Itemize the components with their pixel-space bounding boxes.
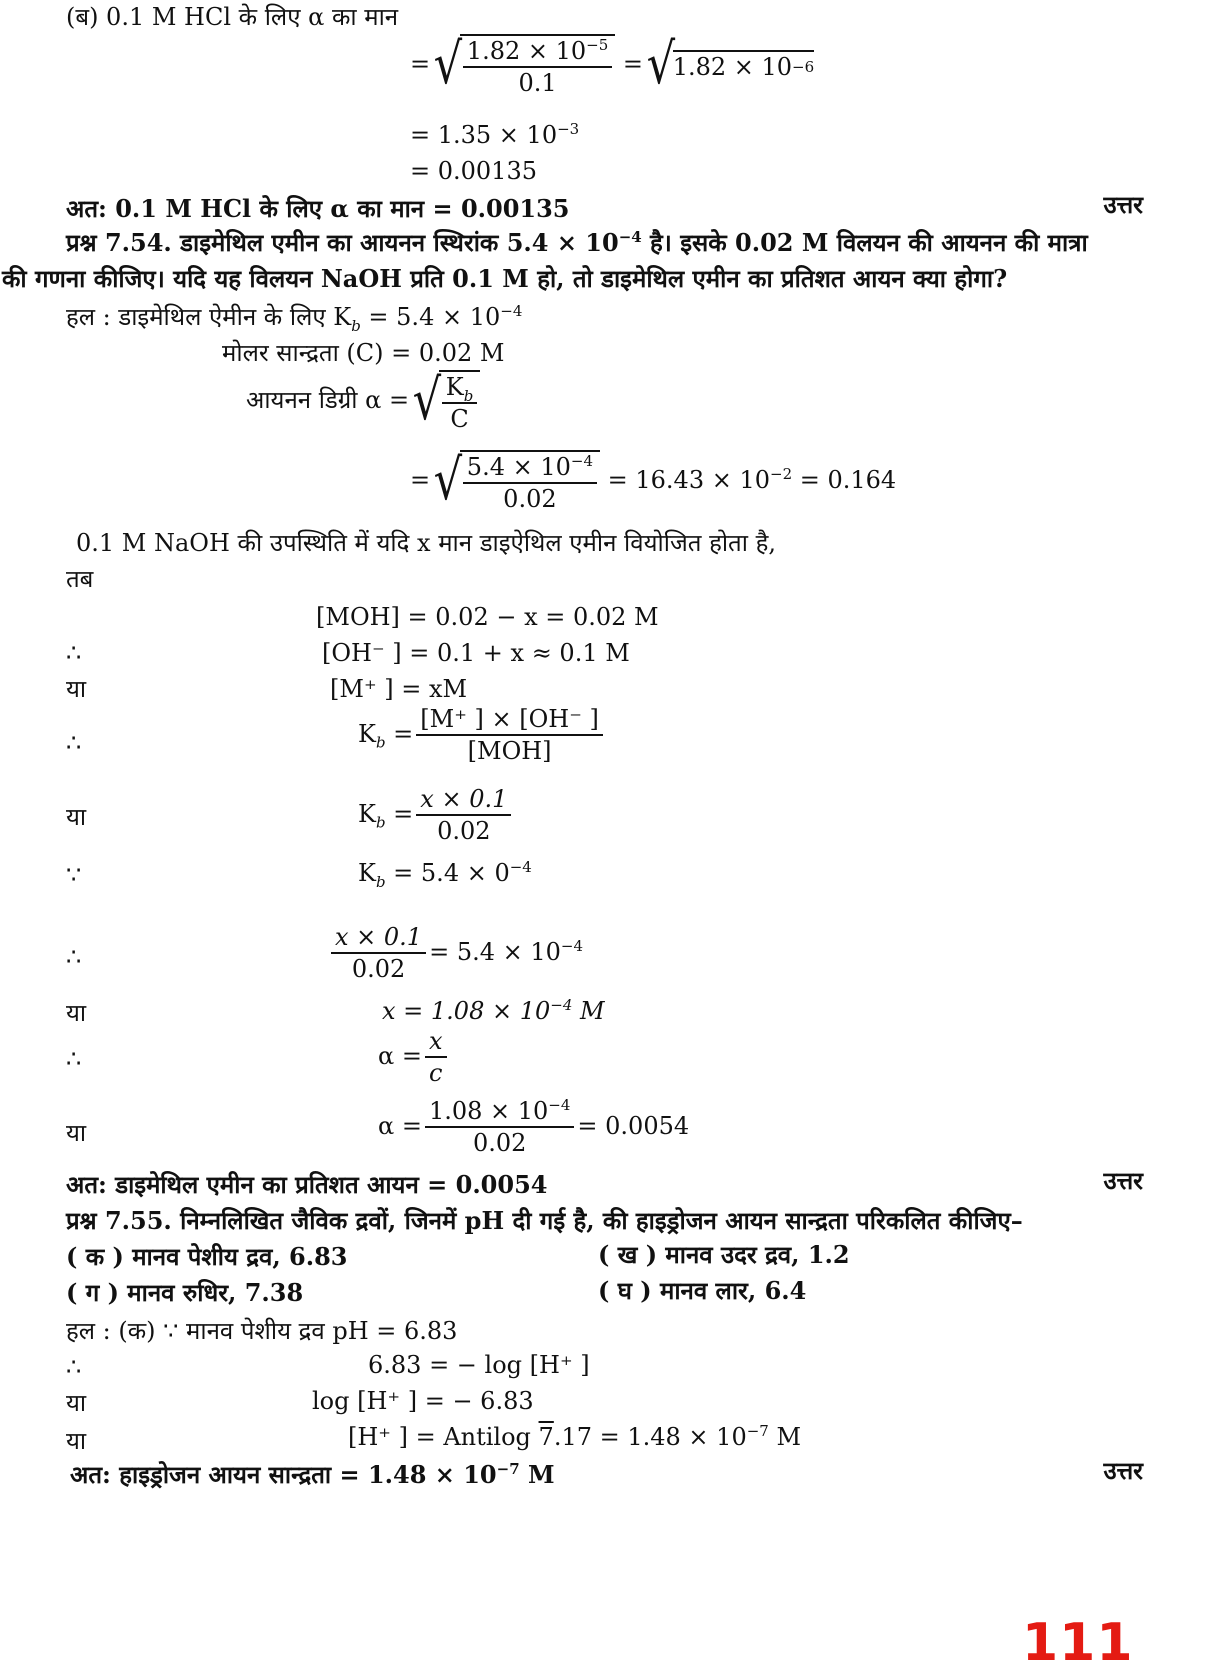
ya-word: या	[66, 803, 87, 831]
because-symbol: ∵	[66, 861, 82, 889]
answer-label: उत्तर	[1103, 1456, 1143, 1485]
answer-label: उत्तर	[1103, 190, 1143, 219]
question-7-54-line2: की गणना कीजिए। यदि यह विलयन NaOH प्रति 0.1 M हो, तो डाइमेथिल एमीन का प्रतिशत आयन क्या होगा?	[2, 264, 1008, 293]
q754-conclusion: अत: डाइमेथिल एमीन का प्रतिशत आयन = 0.0054	[66, 1170, 548, 1199]
ya-word: या	[66, 999, 87, 1027]
part-b-eq3: = 0.00135	[410, 157, 537, 185]
ya-word: या	[66, 1427, 87, 1455]
moh-eq: [MOH] = 0.02 − x = 0.02 M	[316, 603, 659, 631]
q755-eq2: log [H⁺ ] = − 6.83	[312, 1387, 534, 1415]
option-b: ( ख ) मानव उदर द्रव, 1.2	[598, 1240, 850, 1269]
ya-word: या	[66, 675, 87, 703]
option-c: ( ग ) मानव रुधिर, 7.38	[66, 1278, 304, 1307]
question-7-55: प्रश्न 7.55. निम्नलिखित जैविक द्रवों, जिनमें pH दी गई है, की हाइड्रोजन आयन सान्द्रता परिकलित कीजिए–	[66, 1206, 1023, 1235]
part-b-conclusion: अत: 0.1 M HCl के लिए α का मान = 0.00135	[66, 194, 570, 223]
alpha-value: α = $\frac{1.08 \times 10^{-4}}{0.02}$ = 0.0054	[378, 1096, 690, 1158]
page-number: 111	[1022, 1613, 1134, 1673]
kb-substituted: $K_b$ = $\frac{x \times 0.1}{0.02}$	[358, 786, 514, 845]
therefore-symbol: ∴	[66, 1045, 82, 1073]
q755-eq1: 6.83 = − log [H⁺ ]	[368, 1351, 590, 1379]
naoh-line: 0.1 M NaOH की उपस्थिति में यदि x मान डाइऐथिल एमीन वियोजित होता है,	[76, 529, 776, 557]
therefore-symbol: ∴	[66, 639, 82, 667]
option-d: ( घ ) मानव लार, 6.4	[598, 1276, 807, 1305]
part-b-eq1: = √ $\frac{1.82 \times 10^{-5}}{0.1}$ = √ 1.82 × 10 −6	[410, 32, 815, 98]
therefore-symbol: ∴	[66, 1353, 82, 1381]
alpha-formula: α = $\frac{x}{c}$	[378, 1028, 450, 1087]
kb-expression: $K_b$ = $\frac{[M^+ ] \times [OH^- ]}{\text{[MOH]}}$	[358, 706, 606, 765]
ya-word: या	[66, 1389, 87, 1417]
x-equation: $\frac{x \times 0.1}{0.02}$ = $5.4 \times 10^{-4}$	[328, 924, 583, 983]
option-a: ( क ) मानव पेशीय द्रव, 6.83	[66, 1242, 348, 1271]
q755-eq3: [H⁺ ] = Antilog $7.17 = 1.48 \times 10^{-7}$ M	[348, 1422, 802, 1451]
therefore-symbol: ∴	[66, 729, 82, 757]
x-value: $x = 1.08 \times 10^{-4}$ M	[382, 996, 605, 1025]
kb-value: $K_b = 5.4 \times 0^{-4}$	[358, 858, 532, 891]
mplus-eq: [M⁺ ] = xM	[330, 675, 468, 703]
molar-concentration: मोलर सान्द्रता (C) = 0.02 M	[222, 339, 505, 367]
tab-word: तब	[66, 565, 94, 593]
q755-conclusion: अत: हाइड्रोजन आयन सान्द्रता = $1.48 \times 10^{-7}$ M	[70, 1460, 555, 1489]
oh-eq: [OH⁻ ] = 0.1 + x ≈ 0.1 M	[322, 639, 630, 667]
question-7-54-line1: प्रश्न 7.54. डाइमेथिल एमीन का आयनन स्थिरांक $5.4 \times 10^{-4}$ है। इसके 0.02 M विलयन की आयनन की मात्रा	[66, 228, 1088, 257]
answer-label: उत्तर	[1103, 1166, 1143, 1195]
part-b-eq2: = $1.35 \times 10^{-3}$	[410, 120, 580, 149]
q755-solution: हल : (क) ∵ मानव पेशीय द्रव pH = 6.83	[66, 1317, 458, 1345]
solution-kb: हल : डाइमेथिल ऐमीन के लिए $K_b = 5.4 \times 10^{-4}$	[66, 302, 523, 335]
ya-word: या	[66, 1119, 87, 1147]
part-b-heading: (ब) 0.1 M HCl के लिए α का मान	[66, 3, 399, 31]
degree-formula: आयनन डिग्री α = √ $\frac{K_b}{C}$	[246, 370, 480, 433]
degree-value: = √ $\frac{5.4 \times 10^{-4}}{0.02}$ = $16.43 \times 10^{-2} = 0.164$	[410, 448, 897, 514]
therefore-symbol: ∴	[66, 943, 82, 971]
